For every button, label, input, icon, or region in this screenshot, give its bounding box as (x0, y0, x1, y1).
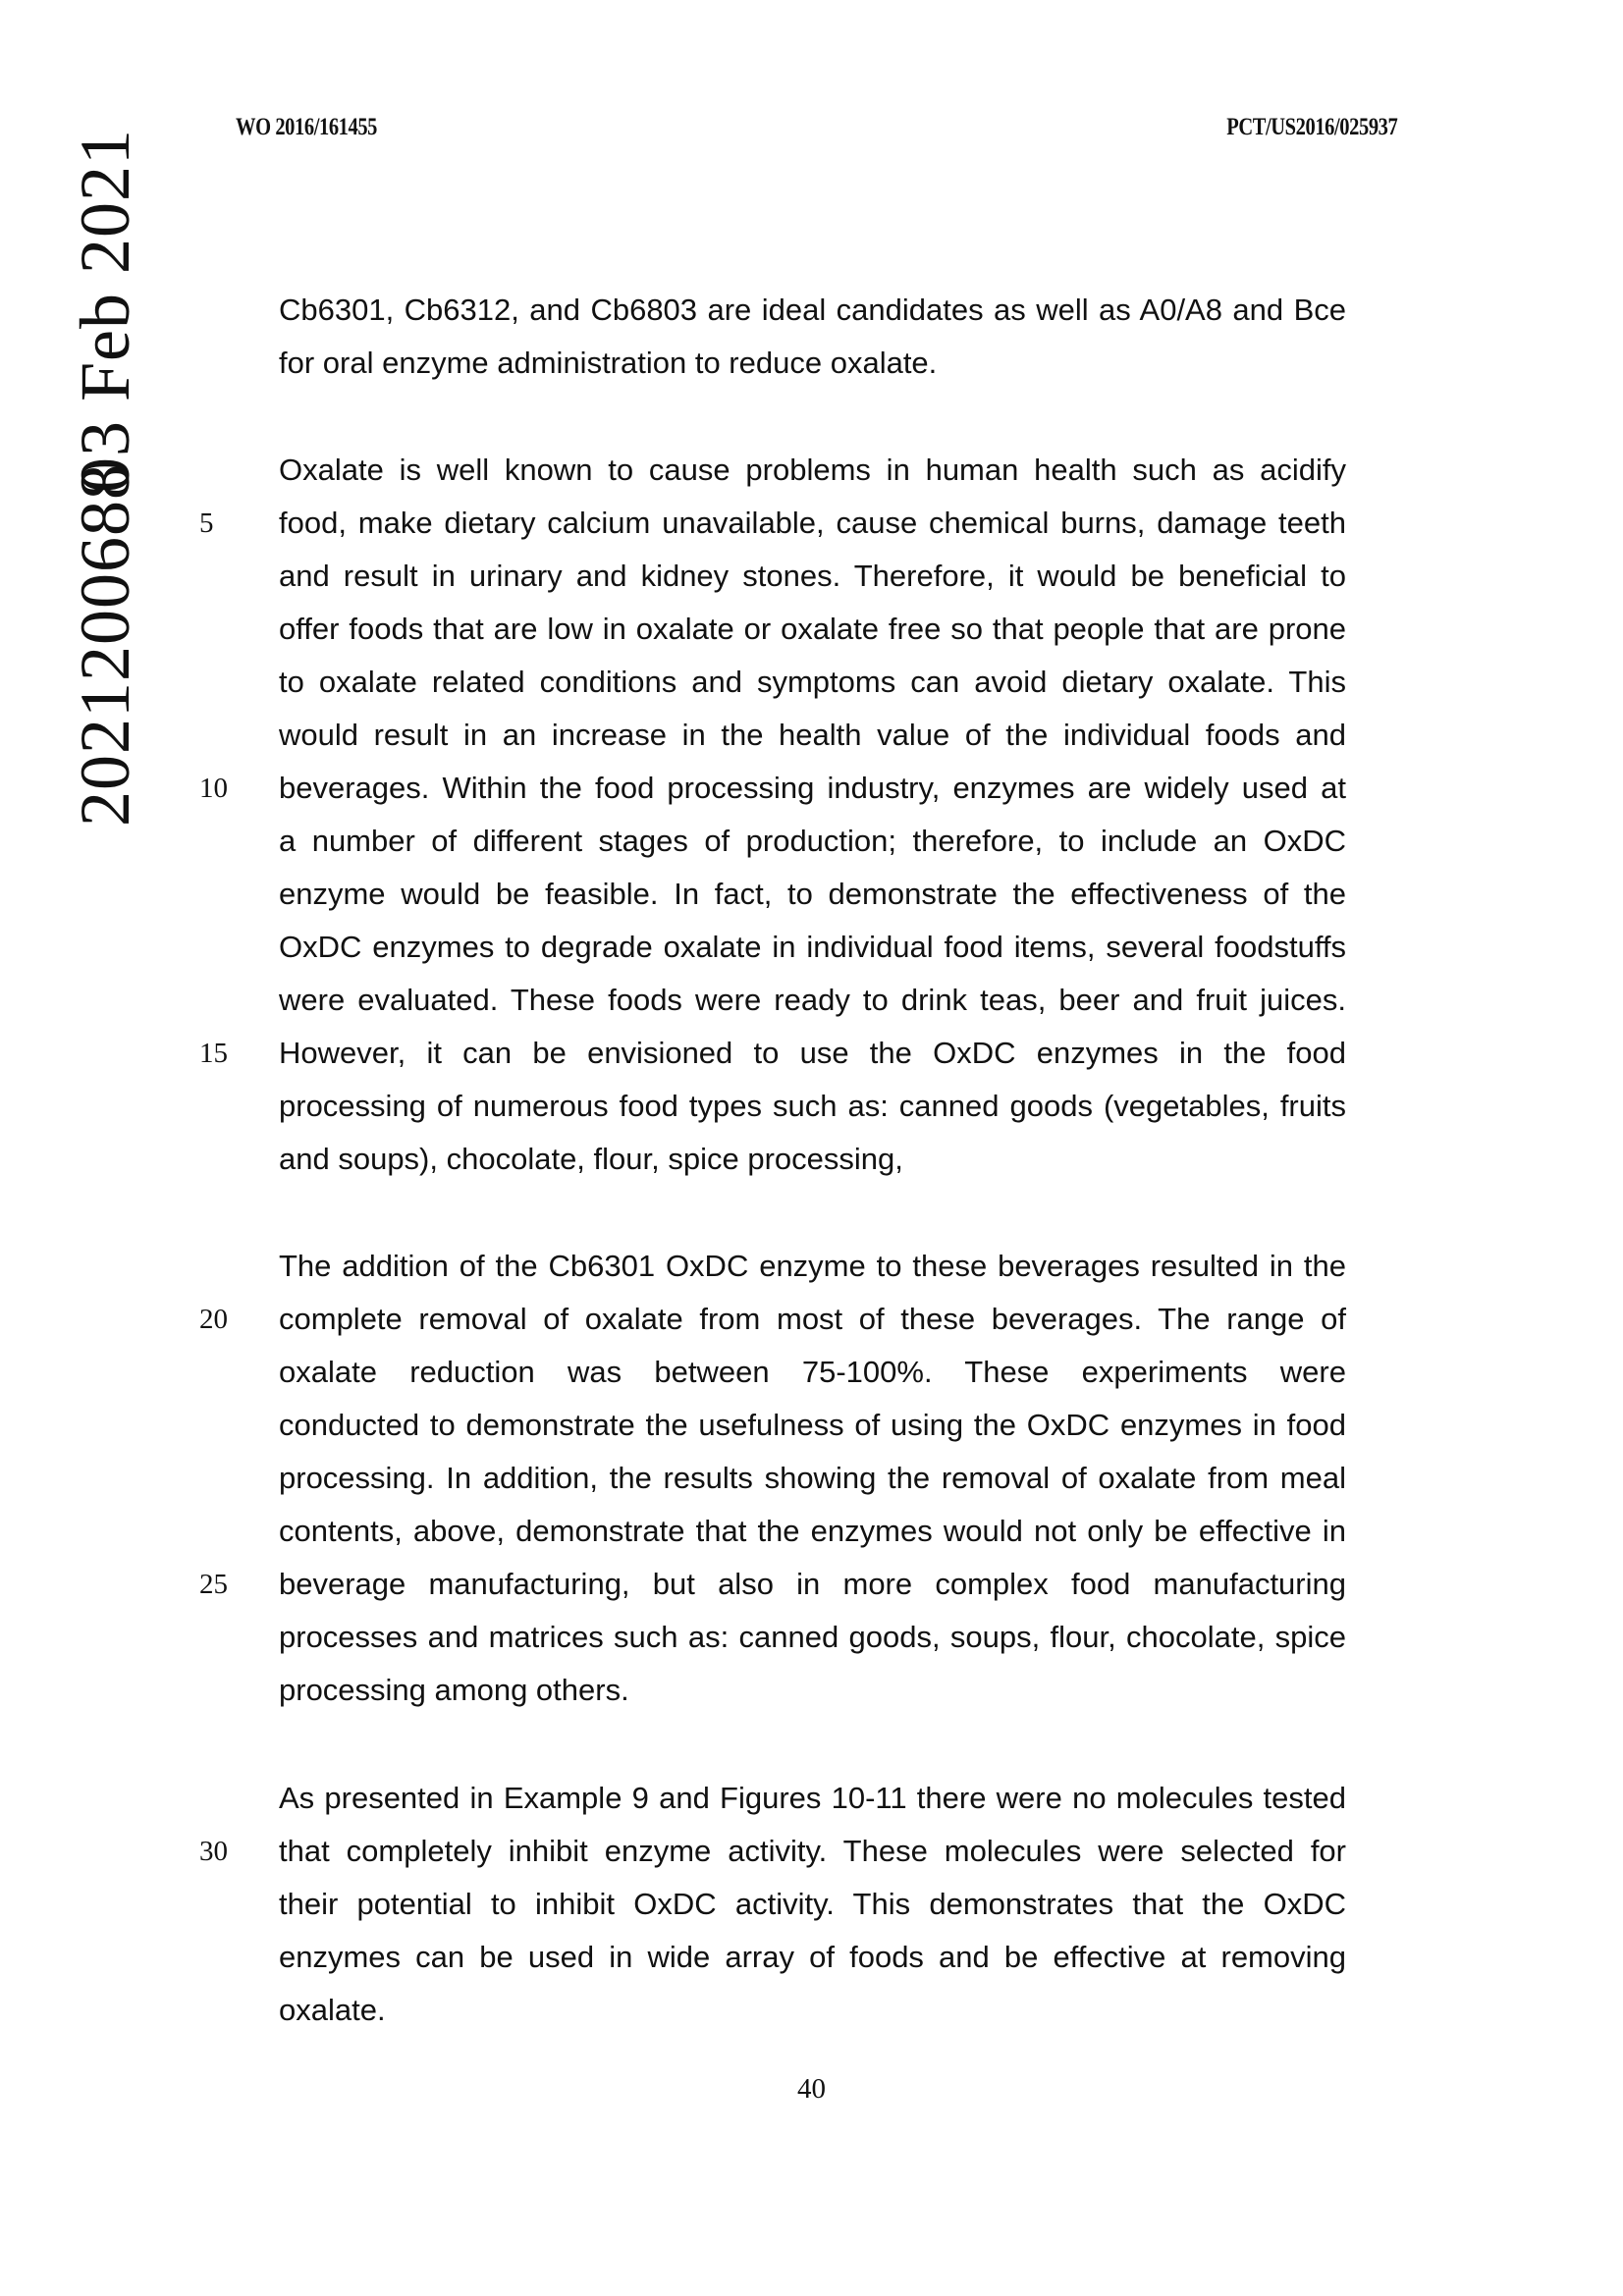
line-number: 25 (199, 1569, 228, 1600)
text-line: processing. In addition, the results showing the removal of oxalate from meal (279, 1461, 1346, 1495)
text-line: conducted to demonstrate the usefulness of using the OxDC enzymes in food (279, 1408, 1346, 1442)
side-stamp-document-number: 2021200688 (66, 463, 144, 827)
page-number: 40 (797, 2073, 826, 2105)
text-line: would result in an increase in the health value of the individual foods and (279, 718, 1346, 752)
text-line: their potential to inhibit OxDC activity. This demonstrates that the OxDC (279, 1887, 1346, 1921)
line-number: 15 (199, 1038, 228, 1069)
text-line: and soups), chocolate, flour, spice processing, (279, 1142, 903, 1176)
text-line: OxDC enzymes to degrade oxalate in individual food items, several foodstuffs (279, 930, 1346, 964)
text-line: beverage manufacturing, but also in more complex food manufacturing (279, 1567, 1346, 1601)
line-number: 20 (199, 1304, 228, 1335)
text-line: oxalate. (279, 1993, 386, 2027)
text-line: Cb6301, Cb6312, and Cb6803 are ideal candidates as well as A0/A8 and Bce (279, 293, 1346, 327)
application-number: PCT/US2016/025937 (1225, 114, 1397, 140)
text-line: oxalate reduction was between 75-100%. These experiments were (279, 1355, 1346, 1389)
text-line: offer foods that are low in oxalate or oxalate free so that people that are prone (279, 612, 1346, 646)
text-line: enzymes can be used in wide array of foods and be effective at removing (279, 1940, 1346, 1974)
text-line: However, it can be envisioned to use the OxDC enzymes in the food (279, 1036, 1346, 1070)
text-line: were evaluated. These foods were ready to drink teas, beer and fruit juices. (279, 983, 1346, 1017)
text-line: processes and matrices such as: canned goods, soups, flour, chocolate, spice (279, 1620, 1346, 1654)
line-number: 5 (199, 507, 214, 539)
text-line: beverages. Within the food processing industry, enzymes are widely used at (279, 771, 1346, 805)
text-line: food, make dietary calcium unavailable, cause chemical burns, damage teeth (279, 506, 1346, 540)
line-number: 30 (199, 1836, 228, 1867)
text-line: complete removal of oxalate from most of these beverages. The range of (279, 1302, 1346, 1336)
side-stamp-date: 03 Feb 2021 (66, 129, 144, 493)
text-line: a number of different stages of production; therefore, to include an OxDC (279, 824, 1346, 858)
text-line: Oxalate is well known to cause problems in human health such as acidify (279, 453, 1346, 487)
publication-number: WO 2016/161455 (236, 114, 378, 140)
text-line: enzyme would be feasible. In fact, to demonstrate the effectiveness of the (279, 877, 1346, 911)
text-line: The addition of the Cb6301 OxDC enzyme to these beverages resulted in the (279, 1249, 1346, 1283)
text-line: processing among others. (279, 1673, 629, 1707)
text-line: for oral enzyme administration to reduce oxalate. (279, 346, 938, 380)
text-line: processing of numerous food types such as: canned goods (vegetables, fruits (279, 1089, 1346, 1123)
text-line: that completely inhibit enzyme activity. These molecules were selected for (279, 1834, 1346, 1868)
line-number: 10 (199, 773, 228, 804)
text-line: and result in urinary and kidney stones. Therefore, it would be beneficial to (279, 559, 1346, 593)
text-line: to oxalate related conditions and symptoms can avoid dietary oxalate. This (279, 665, 1346, 699)
text-line: As presented in Example 9 and Figures 10-11 there were no molecules tested (279, 1781, 1346, 1815)
text-line: contents, above, demonstrate that the enzymes would not only be effective in (279, 1514, 1346, 1548)
